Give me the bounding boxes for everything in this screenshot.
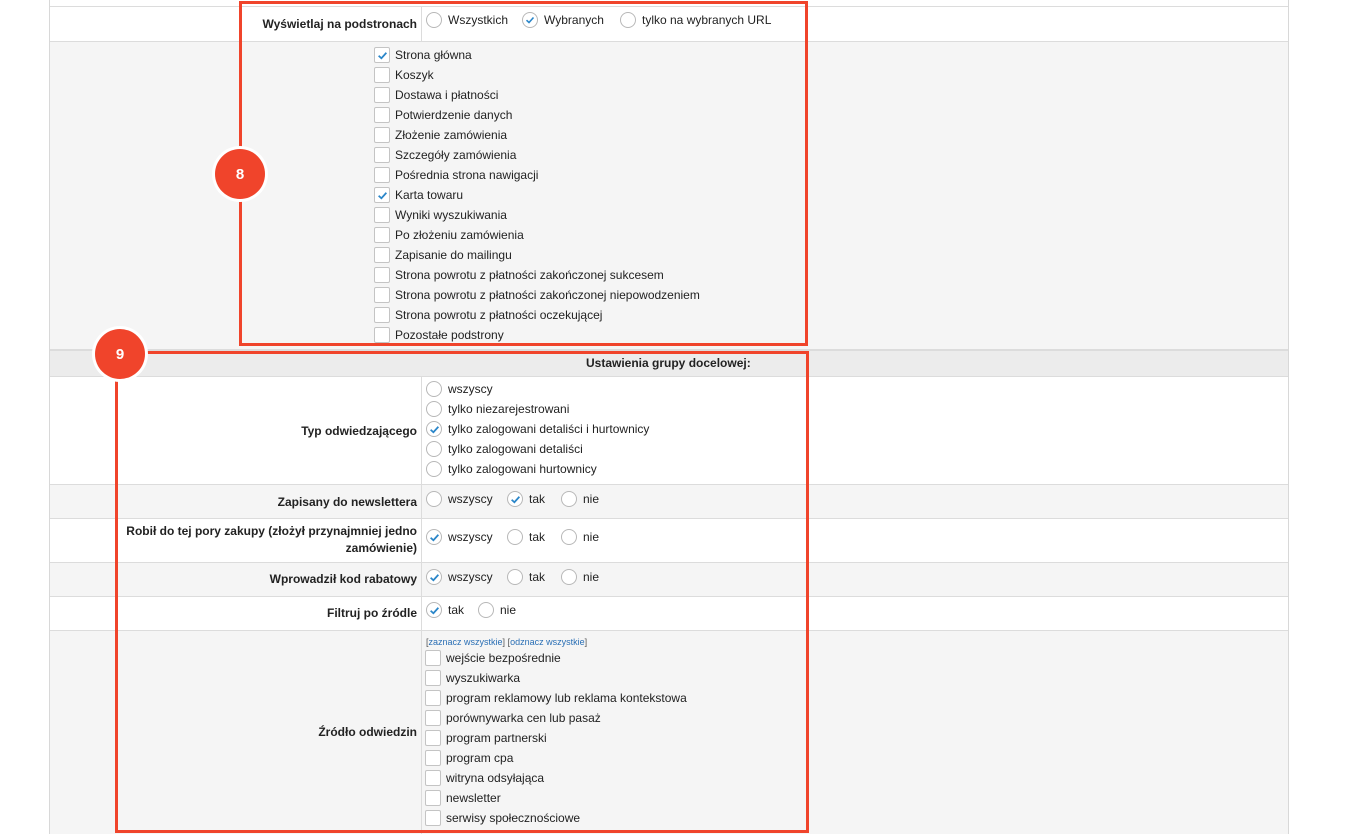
checkbox-label: Koszyk [395,68,434,82]
discount-code-label: Wprowadził kod rabatowy [269,572,417,586]
checkbox-label: witryna odsyłająca [446,771,545,785]
radio-label: wszyscy [448,492,493,506]
purchases-label-line2: zamówienie) [345,541,417,555]
radio-label: nie [583,570,600,584]
checkbox-label: program partnerski [446,731,547,745]
radio-label: wszyscy [448,570,493,584]
checkbox-label: Złożenie zamówienia [395,128,508,142]
display-on-pages-label: Wyświetlaj na podstronach [262,17,417,31]
radio-label: tylko zalogowani detaliści [448,442,583,456]
target-group-title: Ustawienia grupy docelowej: [586,356,751,370]
radio-label: tylko niezarejestrowani [448,402,570,416]
checkbox-label: program cpa [446,751,514,765]
radio-label: wszyscy [448,382,493,396]
checkbox-label: Strona powrotu z płatności oczekującej [395,308,603,322]
annotation-badge-9: 9 [95,329,145,379]
checkbox-label: Potwierdzenie danych [395,108,513,122]
radio-label: tylko na wybranych URL [642,13,772,27]
checkbox-label: Pozostałe podstrony [395,328,504,342]
checkbox-label: Szczegóły zamówienia [395,148,517,162]
radio-label: tak [529,492,546,506]
radio-label: tak [529,570,546,584]
deselect-all-link[interactable]: odznacz wszystkie [510,637,585,647]
checkbox-label: newsletter [446,791,501,805]
visit-source-label: Źródło odwiedzin [318,725,417,739]
newsletter-label: Zapisany do newslettera [277,495,417,509]
checkbox-label: Strona główna [395,48,472,62]
purchases-label-line1: Robił do tej pory zakupy (złożył przynajmniej jedno [126,524,417,538]
checkbox-label: Po złożeniu zamówienia [395,228,524,242]
checkbox-label: program reklamowy lub reklama kontekstowa [446,691,687,705]
select-links: [zaznacz wszystkie] [odznacz wszystkie] [426,637,588,647]
checkbox-label: Strona powrotu z płatności zakończonej niepowodzeniem [395,288,700,302]
checkbox-label: wejście bezpośrednie [446,651,561,665]
radio-label: nie [583,492,600,506]
checkbox-label: Dostawa i płatności [395,88,499,102]
radio-label: Wszystkich [448,13,508,27]
checkbox-label: serwisy społecznościowe [446,811,581,825]
checkbox-label: wyszukiwarka [446,671,521,685]
checkbox-label: porównywarka cen lub pasaż [446,711,601,725]
radio-label: tylko zalogowani hurtownicy [448,462,597,476]
radio-label: wszyscy [448,530,493,544]
highlight-box-8 [239,1,808,346]
checkbox-label: Zapisanie do mailingu [395,248,512,262]
checkbox-label: Karta towaru [395,188,464,202]
filter-source-label: Filtruj po źródle [327,606,417,620]
radio-label: tak [529,530,546,544]
checkbox-label: Strona powrotu z płatności zakończonej sukcesem [395,268,664,282]
radio-label: tylko zalogowani detaliści i hurtownicy [448,422,650,436]
highlight-box-9 [115,351,809,833]
visitor-type-label: Typ odwiedzającego [301,424,417,438]
annotation-badge-8: 8 [215,149,265,199]
checkbox-label: Pośrednia strona nawigacji [395,168,539,182]
select-all-link[interactable]: zaznacz wszystkie [428,637,503,647]
radio-label: Wybranych [544,13,604,27]
radio-label: nie [583,530,600,544]
checkbox-label: Wyniki wyszukiwania [395,208,507,222]
radio-label: tak [448,603,465,617]
radio-label: nie [500,603,517,617]
